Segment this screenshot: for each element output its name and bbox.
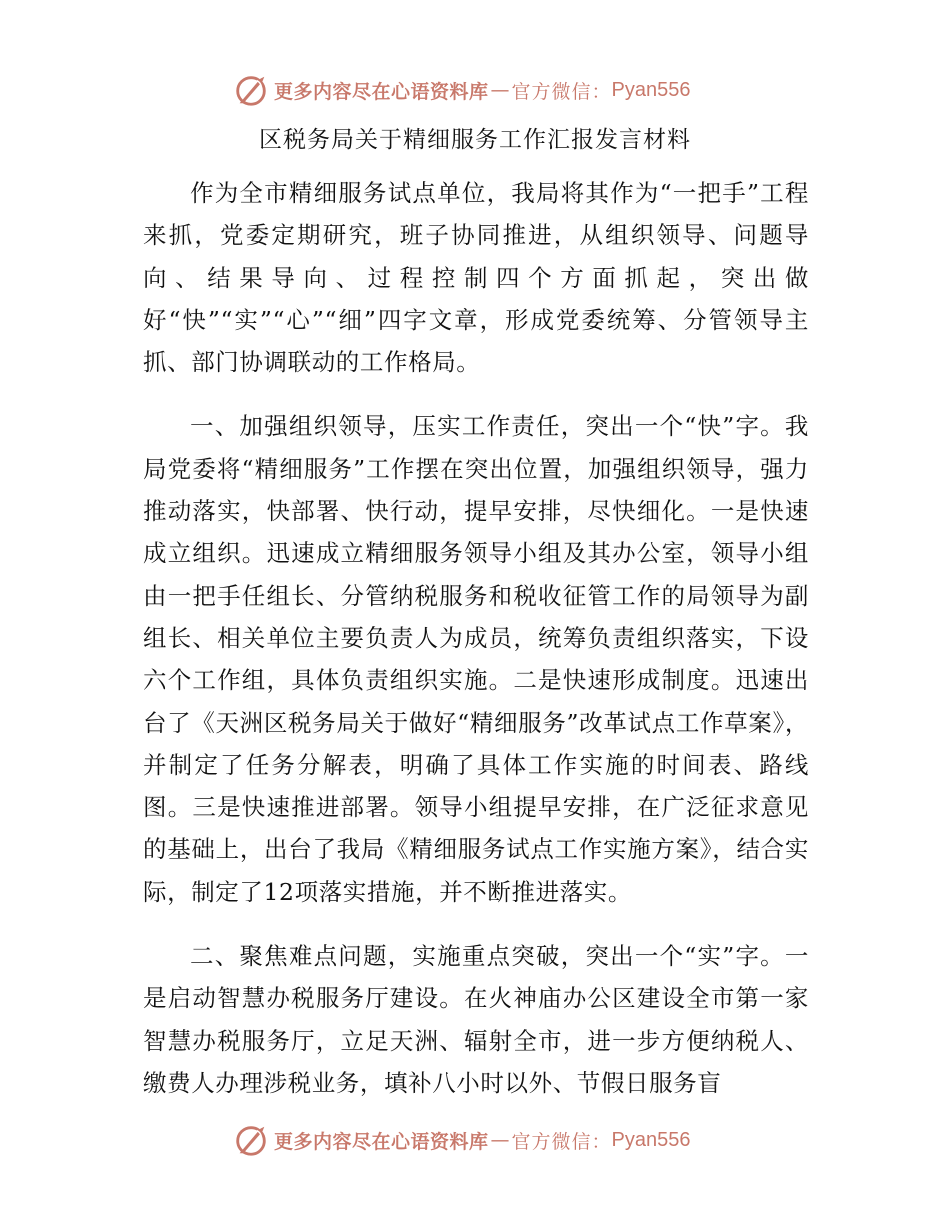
- document-title: 区税务局关于精细服务工作汇报发言材料: [259, 127, 691, 153]
- watermark-separator: —: [490, 1129, 510, 1151]
- watermark-wechat-id: Pyan556: [611, 78, 691, 101]
- paragraph-intro: 作为全市精细服务试点单位，我局将其作为“一把手”工程来抓，党委定期研究，班子协同推进，从组织领导、问题导向、结果导向、过程控制四个方面抓起，突出做好“快”“实”“心”“细”四字文章，形成党委统筹、分管领导主抓、部门协调联动的工作格局。: [143, 179, 809, 377]
- watermark-label: 官方微信：: [511, 80, 612, 103]
- document-body: [143, 172, 809, 1126]
- watermark-separator: —: [490, 79, 510, 101]
- watermark-main-text: 更多内容尽在心语资料库: [274, 80, 489, 103]
- quill-logo-icon: [232, 1121, 270, 1159]
- footer-watermark: [232, 1120, 691, 1160]
- header-watermark: [232, 70, 691, 110]
- watermark-label: 官方微信：: [511, 1130, 612, 1153]
- watermark-main-text: 更多内容尽在心语资料库: [274, 1130, 489, 1153]
- quill-logo-icon: [232, 71, 270, 109]
- paragraph-section-2: 二、聚焦难点问题，实施重点突破，突出一个“实”字。一是启动智慧办税服务厅建设。在火神庙办公区建设全市第一家智慧办税服务厅，立足天洲、辐射全市，进一步方便纳税人、缴费人办理涉税业务，填补八小时以外、节假日服务盲: [143, 942, 809, 1097]
- watermark-wechat-id: Pyan556: [611, 1128, 691, 1151]
- paragraph-section-1: 一、加强组织领导，压实工作责任，突出一个“快”字。我局党委将“精细服务”工作摆在突出位置，加强组织领导，强力推动落实，快部署、快行动，提早安排，尽快细化。一是快速成立组织。迅速成立精细服务领导小组及其办公室，领导小组由一把手任组长、分管纳税服务和税收征管工作的局领导为副组长、相关单位主要负责人为成员，统筹负责组织落实，下设六个工作组，具体负责组织实施。二是快速形成制度。迅速出台了《天洲区税务局关于做好“精细服务”改革试点工作草案》，并制定了任务分解表，明确了具体工作实施的时间表、路线图。三是快速推进部署。领导小组提早安排，在广泛征求意见的基础上，出台了我局《精细服务试点工作实施方案》，结合实际，制定了12项落实措施，并不断推进落实。: [143, 412, 809, 906]
